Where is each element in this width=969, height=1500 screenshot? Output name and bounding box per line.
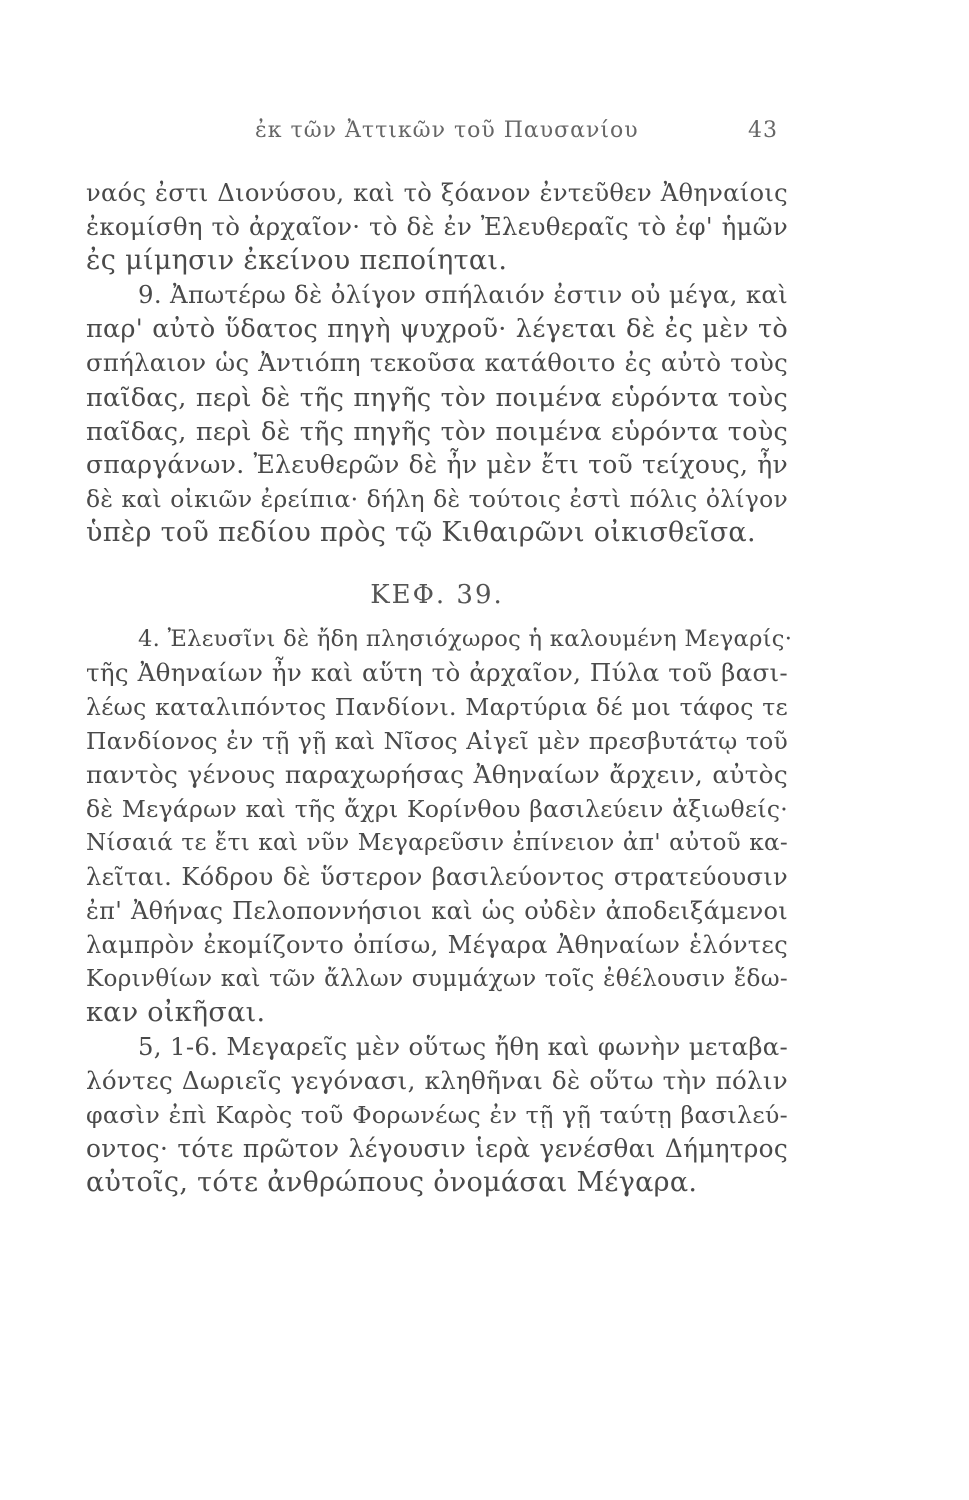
text-line: καν οἰκῆσαι.	[86, 997, 266, 1028]
text-line: ἐπ' Ἀθήνας Πελοποννήσιοι καὶ ὡς οὐδὲν ἀποδειξάμενοι	[86, 897, 788, 925]
text-line: σπήλαιον ὡς Ἀντιόπη τεκοῦσα κατάθοιτο ἐς αὐτὸ τοὺς	[86, 348, 788, 377]
text-line: λαμπρὸν ἐκομίζοντο ὀπίσω, Μέγαρα Ἀθηναίων ἑλόντες	[86, 931, 788, 959]
text-line: 5, 1-6. Μεγαρεῖς μὲν οὕτως ἤθη καὶ φωνὴν μεταβα-	[138, 1032, 788, 1061]
running-head	[0, 118, 969, 148]
text-line: ἐκομίσθη τὸ ἀρχαῖον· τὸ δὲ ἐν Ἐλευθεραῖς τὸ ἐφ' ἡμῶν	[86, 212, 788, 241]
text-line: λεῖται. Κόδρου δὲ ὕστερον βασιλεύοντος στρατεύουσιν	[86, 863, 788, 891]
text-line: ναός ἐστι Διονύσου, καὶ τὸ ξόανον ἐντεῦθεν Ἀθηναίοις	[86, 179, 788, 207]
text-line: Νίσαιά τε ἔτι καὶ νῦν Μεγαρεῦσιν ἐπίνειον ἀπ' αὐτοῦ κα-	[86, 830, 788, 856]
text-line: ἐς μίμησιν ἐκείνου πεποίηται.	[86, 245, 508, 276]
text-line: δὲ Μεγάρων καὶ τῆς ἄχρι Κορίνθου βασιλεύειν ἀξιωθείς·	[86, 795, 788, 823]
text-line: 9. Ἀπωτέρω δὲ ὀλίγον σπήλαιόν ἐστιν οὐ μέγα, καὶ	[138, 280, 788, 309]
text-line: δὲ καὶ οἰκιῶν ἐρείπια· δήλη δὲ τούτοις ἐστὶ πόλις ὀλίγον	[86, 485, 788, 513]
text-line: τῆς Ἀθηναίων ἦν καὶ αὕτη τὸ ἀρχαῖον, Πύλα τοῦ βασι-	[86, 658, 788, 687]
text-line: οντος· τότε πρῶτον λέγουσιν ἱερὰ γενέσθαι Δήμητρος	[86, 1134, 788, 1163]
text-line: Πανδίονος ἐν τῇ γῇ καὶ Νῖσος Αἰγεῖ μὲν πρεσβυτάτῳ τοῦ	[86, 727, 788, 755]
text-line: παρ' αὐτὸ ὕδατος πηγὴ ψυχροῦ· λέγεται δὲ ἐς μὲν τὸ	[86, 314, 788, 344]
text-line: 4. Ἐλευσῖνι δὲ ἤδη πλησιόχωρος ἡ καλουμένη Μεγαρίς·	[138, 626, 793, 652]
text-line: λόντες Δωριεῖς γεγόνασι, κληθῆναι δὲ οὕτω τὴν πόλιν	[86, 1066, 788, 1095]
text-line: λέως καταλιπόντος Πανδίονι. Μαρτύρια δέ μοι τάφος τε	[86, 693, 788, 721]
text-line: ὑπὲρ τοῦ πεδίου πρὸς τῷ Κιθαιρῶνι οἰκισθεῖσα.	[86, 517, 756, 548]
text-line: παντὸς γένους παραχωρήσας Ἀθηναίων ἄρχειν, αὐτὸς	[86, 760, 788, 789]
text-line: αὐτοῖς, τότε ἀνθρώπους ὀνομάσαι Μέγαρα.	[86, 1167, 698, 1198]
page-number: 43	[748, 118, 778, 143]
body-text	[86, 176, 793, 1200]
text-line: Κορινθίων καὶ τῶν ἄλλων συμμάχων τοῖς ἐθέλουσιν ἔδω-	[86, 966, 788, 992]
chapter-heading: ΚΕΦ. 39.	[370, 580, 504, 610]
text-line: παῖδας, περὶ δὲ τῆς πηγῆς τὸν ποιμένα εὑρόντα τοὺς	[86, 416, 788, 446]
text-line: φασὶν ἐπὶ Καρὸς τοῦ Φορωνέως ἐν τῇ γῇ ταύτῃ βασιλεύ-	[86, 1101, 788, 1129]
text-line: σπαργάνων. Ἐλευθερῶν δὲ ἦν μὲν ἔτι τοῦ τείχους, ἦν	[86, 450, 788, 479]
text-line: παῖδας, περὶ δὲ τῆς πηγῆς τὸν ποιμένα εὑρόντα τοὺς	[86, 382, 788, 412]
running-head-title: ἐκ τῶν Ἀττικῶν τοῦ Παυσανίου	[255, 118, 639, 143]
